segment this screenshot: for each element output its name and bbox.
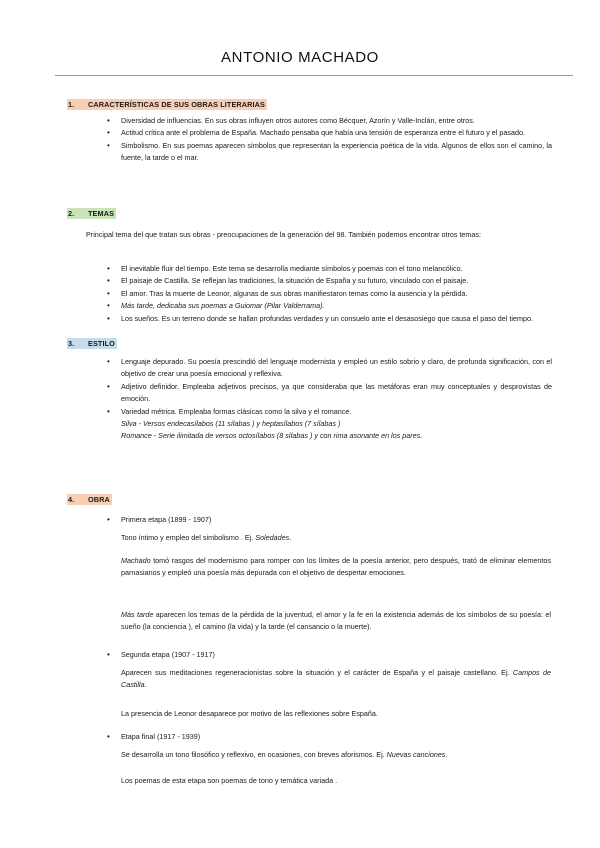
section-4-title: OBRA bbox=[88, 495, 110, 504]
text-run: Machado bbox=[121, 556, 151, 565]
stage-3-paragraph-2: Los poemas de esta etapa son poemas de tono y temática variada . bbox=[121, 776, 338, 785]
text-run: Aparecen sus meditaciones regeneracionistas sobre la situación y el carácter de España y el paisaje castellano. Ej. bbox=[121, 668, 513, 677]
metric-silva bbox=[107, 418, 552, 430]
section-4-heading bbox=[67, 494, 112, 505]
list-item-continuation bbox=[107, 300, 552, 312]
list-item: • Actitud crítica ante el problema de España. Machado pensaba que había una tensión de esperanza entre el futuro y el pasado. bbox=[107, 127, 552, 139]
section-2-list bbox=[107, 263, 552, 325]
section-3-number: 3. bbox=[68, 339, 75, 348]
section-3-title: ESTILO bbox=[88, 339, 115, 348]
romance-label: Romance bbox=[121, 431, 152, 441]
text-run: Tono íntimo y empleo del simbolismo . Ej. bbox=[121, 533, 256, 542]
list-item: • Variedad métrica. Empleaba formas clásicas como la silva y el romance. bbox=[107, 406, 552, 418]
romance-text: - Serie ilimitada de versos octosílabos (8 sílabas ) y con rima asonante en los pares. bbox=[151, 431, 423, 441]
section-2-title: TEMAS bbox=[88, 209, 115, 218]
stage-1-title: Primera etapa (1899 - 1907) bbox=[121, 515, 212, 524]
stage-3-title: Etapa final (1917 - 1939) bbox=[121, 732, 201, 741]
text-run: aparecen los temas de la pérdida de la juventud, el amor y la fe en la existencia además de los símbolos de su poesía: el sueño (la conciencia ), el camino (la vida) y la tarde (el cansancio o la muerte). bbox=[121, 610, 552, 632]
text-run: . bbox=[144, 680, 147, 690]
stage-1-heading: • Primera etapa (1899 - 1907) bbox=[107, 515, 212, 524]
section-1-heading bbox=[67, 99, 267, 110]
list-item: • Los sueños. Es un terreno donde se hallan profundas verdades y un consuelo ante el desasosiego que causa el paso del tiempo. bbox=[107, 313, 552, 325]
stage-1-paragraph-2 bbox=[121, 555, 551, 580]
work-title-soledades: Soledades bbox=[255, 533, 290, 542]
document-title: ANTONIO MACHADO bbox=[221, 49, 379, 66]
list-item: • El amor. Tras la muerte de Leonor, algunas de sus obras manifiestaron temas como la ausencia y la pérdida. bbox=[107, 288, 552, 300]
text-run: . bbox=[289, 533, 292, 542]
text-run: Se desarrolla un tono filosófico y reflexivo, en ocasiones, con breves aforismos. Ej. bbox=[121, 750, 387, 759]
text-run: tomó rasgos del modernismo para romper con los límites de la poesía anterior, pero después, trató de eliminar elementos parnasianos y empleó una poesía más depurada con el objetivo de despertar emociones. bbox=[121, 556, 551, 578]
stage-1-paragraph-3 bbox=[121, 609, 551, 634]
section-2-number: 2. bbox=[68, 209, 75, 218]
list-item: • Lenguaje depurado. Su poesía prescindió del lenguaje modernista y empleó un estilo sobrio y claro, de profunda significación, con el objetivo de crear una poesía emocional y reflexiva. bbox=[107, 356, 552, 381]
stage-2-paragraph-2: La presencia de Leonor desaparece por motivo de las reflexiones sobre España. bbox=[121, 709, 378, 718]
list-item: • Diversidad de influencias. En sus obras influyen otros autores como Bécquer, Azorín y Valle-Inclán, entre otros. bbox=[107, 115, 552, 127]
section-3-heading bbox=[67, 338, 117, 349]
list-item-continuation-text: Más tarde, dedicaba sus poemas a Guiomar (Pilar Valderrama). bbox=[121, 301, 325, 311]
stage-2-heading: • Segunda etapa (1907 - 1917) bbox=[107, 650, 215, 659]
text-run: Más tarde bbox=[121, 610, 154, 619]
work-title-nuevas-canciones: Nuevas canciones bbox=[386, 750, 446, 759]
section-2-intro: Principal tema del que tratan sus obras - preocupaciones de la generación del 98. También podemos encontrar otros temas: bbox=[86, 230, 482, 239]
list-item: • El paisaje de Castilla. Se reflejan las tradiciones, la situación de España y su futuro, vinculado con el paisaje. bbox=[107, 275, 552, 287]
stage-3-paragraph-1 bbox=[121, 749, 551, 761]
stage-2-paragraph-1 bbox=[121, 667, 551, 692]
section-1-title: CARACTERÍSTICAS DE SUS OBRAS LITERARIAS bbox=[88, 100, 266, 109]
stage-3-heading: • Etapa final (1917 - 1939) bbox=[107, 732, 201, 741]
silva-label: Silva bbox=[121, 419, 137, 429]
stage-1-paragraph-1 bbox=[121, 532, 551, 544]
stage-2-title: Segunda etapa (1907 - 1917) bbox=[121, 650, 215, 659]
list-item: • Adjetivo definidor. Empleaba adjetivos precisos, ya que consideraba que las metáforas eran muy conceptuales y desprovistas de emoción. bbox=[107, 381, 552, 406]
list-item: • Simbolismo. En sus poemas aparecen símbolos que representan la experiencia poética de la vida. Algunos de ellos son el camino, la fuente, la tarde o el mar. bbox=[107, 140, 552, 165]
metric-romance bbox=[107, 430, 552, 442]
section-1-list bbox=[107, 115, 552, 165]
work-title-campos-de-castilla: Campos de Castilla bbox=[121, 668, 551, 690]
title-divider bbox=[55, 75, 573, 76]
section-2-heading bbox=[67, 208, 116, 219]
section-4-number: 4. bbox=[68, 495, 75, 504]
section-1-number: 1. bbox=[68, 100, 75, 109]
list-item: • El inevitable fluir del tiempo. Este tema se desarrolla mediante símbolos y poemas con el tono melancólico. bbox=[107, 263, 552, 275]
section-3-list bbox=[107, 356, 552, 443]
silva-text: - Versos endecasílabos (11 sílabas ) y heptasílabos (7 sílabas ) bbox=[136, 419, 341, 429]
text-run: . bbox=[445, 750, 448, 759]
